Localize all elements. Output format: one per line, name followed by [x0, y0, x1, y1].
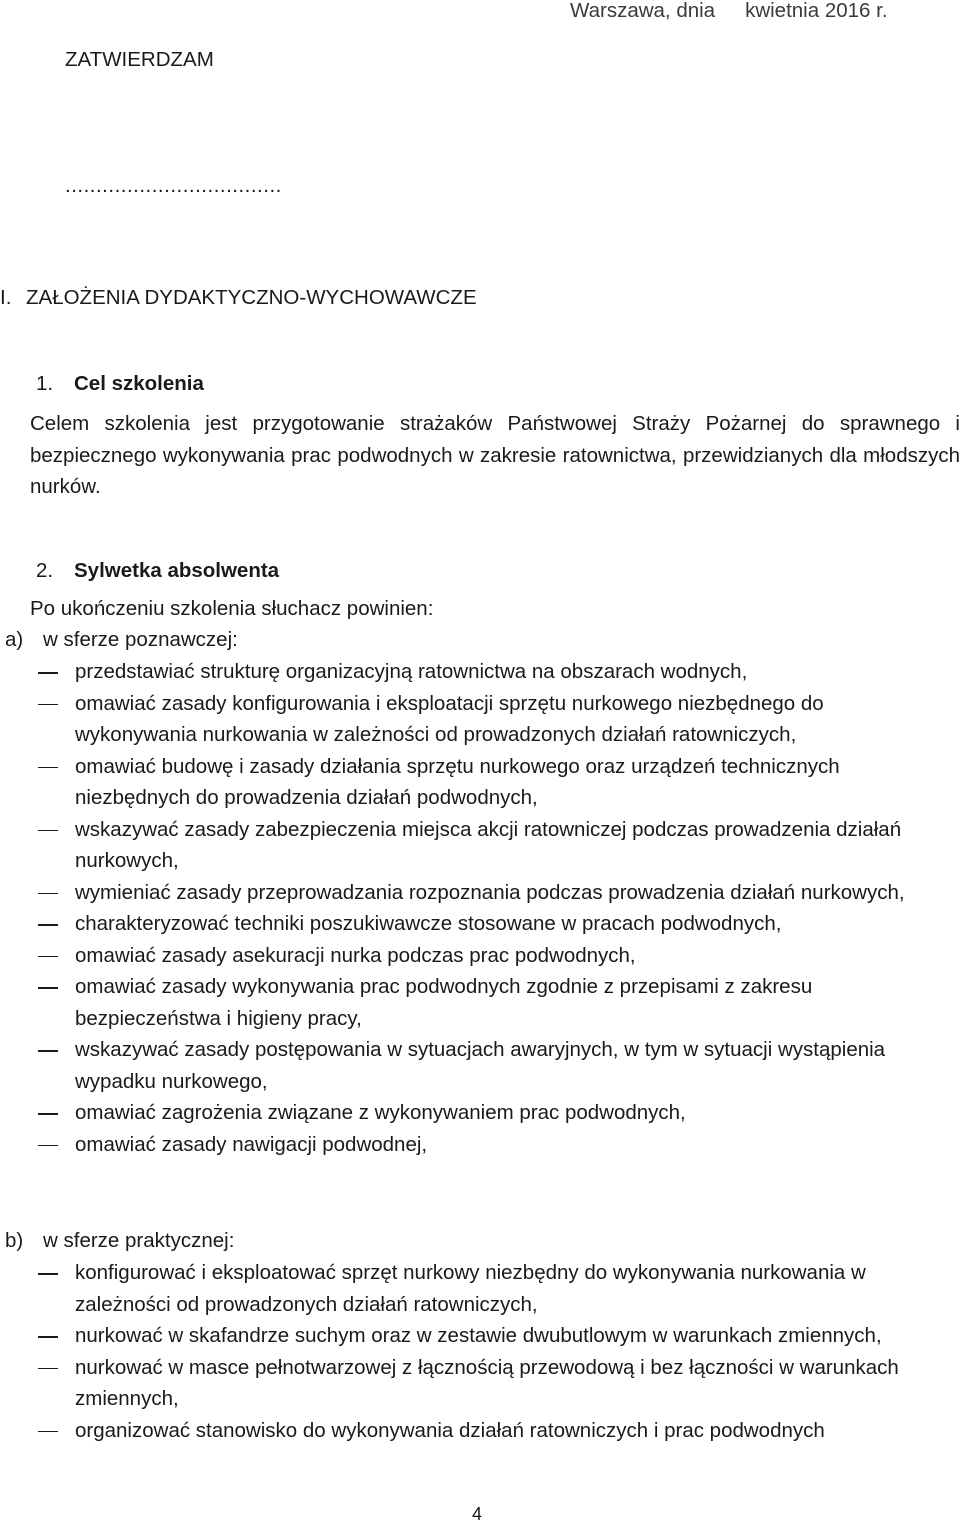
list-item: [0, 656, 960, 688]
list-item-text: omawiać budowę i zasady działania sprzętu nurkowego oraz urządzeń technicznych niezbędnych do prowadzenia działań podwodnych,: [75, 754, 840, 809]
profile-title: Sylwetka absolwenta: [74, 559, 280, 582]
list-item-text: wymieniać zasady przeprowadzania rozpoznania podczas prowadzenia działań nurkowych,: [75, 880, 905, 904]
list-item: [0, 1257, 960, 1320]
list-item-text: wskazywać zasady zabezpieczenia miejsca akcji ratowniczej podczas prowadzenia działań nurkowych,: [75, 817, 902, 872]
sphere-letter: a): [5, 628, 24, 651]
section-heading: [0, 282, 477, 314]
sphere-practical-heading: [5, 1225, 234, 1257]
list-item: [0, 908, 960, 940]
date-label: kwietnia 2016 r.: [745, 0, 888, 22]
list-item-text: omawiać zasady nawigacji podwodnej,: [75, 1132, 428, 1156]
cognitive-skills-list: [0, 656, 960, 1160]
signature-line: ...................................: [65, 174, 282, 197]
list-item: [0, 940, 960, 972]
list-item-text: wskazywać zasady postępowania w sytuacjach awaryjnych, w tym w sytuacji wystąpienia wypadku nurkowego,: [75, 1038, 886, 1093]
goal-number: 1.: [36, 372, 54, 395]
list-item-text: omawiać zasady asekuracji nurka podczas prac podwodnych,: [75, 943, 636, 967]
sphere-label: w sferze praktycznej:: [43, 1229, 235, 1252]
sphere-cognitive-heading: [5, 624, 238, 656]
place-label: Warszawa, dnia: [570, 0, 716, 22]
list-item: [0, 1034, 960, 1097]
approve-heading: ZATWIERDZAM: [65, 48, 214, 71]
page-number: 4: [472, 1504, 483, 1524]
practical-skills-list: [0, 1257, 960, 1446]
list-item: [0, 1129, 960, 1161]
goal-title: Cel szkolenia: [74, 372, 204, 395]
goal-heading: [36, 368, 204, 400]
list-item: [0, 971, 960, 1034]
list-item: [0, 814, 960, 877]
list-item-text: charakteryzować techniki poszukiwawcze stosowane w pracach podwodnych,: [75, 912, 782, 935]
list-item: [0, 1320, 960, 1352]
list-item-text: omawiać zasady wykonywania prac podwodnych zgodnie z przepisami z zakresu bezpieczeństwa i higieny pracy,: [75, 975, 813, 1030]
list-item: [0, 751, 960, 814]
list-item: [0, 1415, 960, 1447]
list-item-text: organizować stanowisko do wykonywania działań ratowniczych i prac podwodnych: [75, 1418, 825, 1442]
header-place-date: [570, 0, 888, 27]
goal-paragraph: Celem szkolenia jest przygotowanie strażaków Państwowej Straży Pożarnej do sprawnego i bezpiecznego wykonywania prac podwodnych w zakresie ratownictwa, przewidzianych dla młodszych nurków.: [30, 412, 960, 498]
section-title: ZAŁOŻENIA DYDAKTYCZNO-WYCHOWAWCZE: [26, 286, 477, 309]
sphere-letter: b): [5, 1229, 24, 1252]
list-item-text: konfigurować i eksploatować sprzęt nurkowy niezbędny do wykonywania nurkowania w zależności od prowadzonych działań ratowniczych,: [75, 1261, 866, 1316]
sphere-label: w sferze poznawczej:: [43, 628, 238, 651]
section-number: I.: [0, 286, 12, 309]
profile-heading: [36, 555, 279, 587]
list-item-text: nurkować w skafandrze suchym oraz w zestawie dwubutlowym w warunkach zmiennych,: [75, 1324, 882, 1347]
list-item: [0, 1352, 960, 1415]
list-item-text: nurkować w masce pełnotwarzowej z łącznością przewodową i bez łączności w warunkach zmiennych,: [75, 1355, 899, 1410]
profile-number: 2.: [36, 559, 54, 582]
list-item-text: omawiać zasady konfigurowania i eksploatacji sprzętu nurkowego niezbędnego do wykonywania nurkowania w zależności od prowadzonych działań ratowniczych,: [75, 691, 824, 746]
list-item-text: przedstawiać strukturę organizacyjną ratownictwa na obszarach wodnych,: [75, 660, 748, 683]
list-item: [0, 877, 960, 909]
profile-intro: Po ukończeniu szkolenia słuchacz powinien:: [30, 597, 434, 620]
list-item: [0, 688, 960, 751]
list-item: [0, 1097, 960, 1129]
list-item-text: omawiać zagrożenia związane z wykonywaniem prac podwodnych,: [75, 1101, 686, 1124]
